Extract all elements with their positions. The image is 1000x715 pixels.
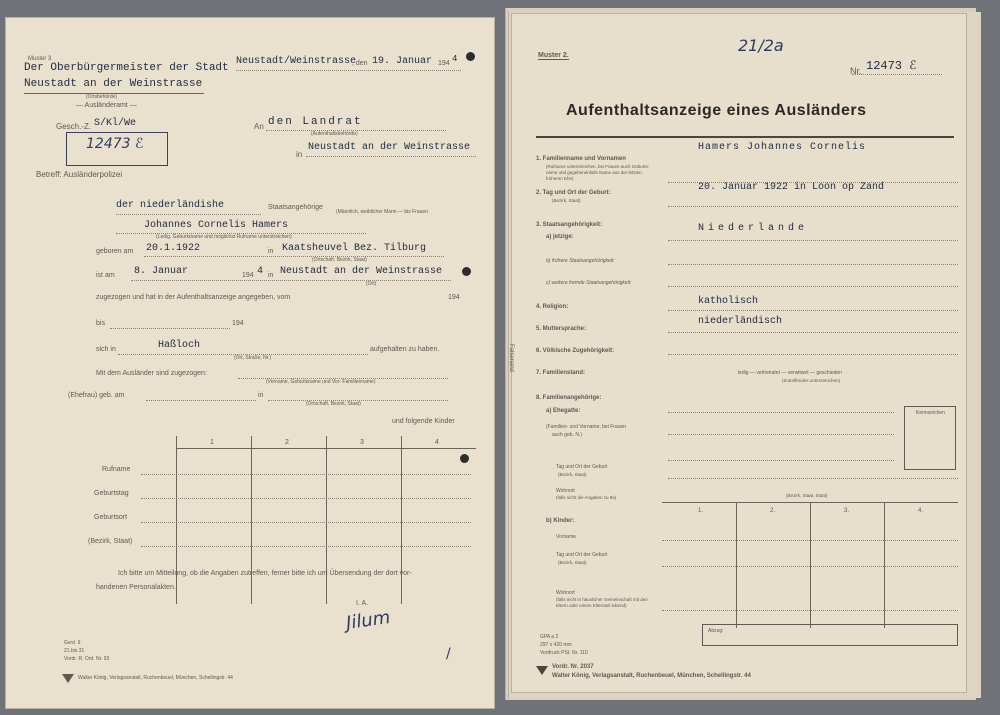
zugezogen-text: zugezogen und hat in der Aufenthaltsanzeige angegeben, vom xyxy=(96,294,291,301)
sich-label: sich in xyxy=(96,346,116,353)
dotted-line xyxy=(662,540,958,541)
dotted-line xyxy=(668,478,958,479)
signature: Jilum xyxy=(344,607,392,634)
dotted-line xyxy=(668,412,894,413)
field-2-label: 2. Tag und Ort der Geburt: xyxy=(536,190,611,196)
row-label-rufname: Rufname xyxy=(102,466,131,473)
dotted-line xyxy=(668,264,958,265)
dotted-line xyxy=(141,546,471,547)
field-4-label: 4. Religion: xyxy=(536,304,569,310)
stay-tail: aufgehalten zu haben. xyxy=(370,346,440,353)
field-1-note-3: früheren Ehe) xyxy=(546,176,574,181)
nationality: der niederländishe xyxy=(116,200,225,211)
year-digit: 4 xyxy=(452,54,458,64)
field-1-label: 1. Familienname und Vornamen xyxy=(536,156,626,162)
field-5-label: 5. Muttersprache: xyxy=(536,326,587,332)
mit-note: (Vorname, Geburtsname und Vor- Familienname) xyxy=(266,379,376,385)
closing-line-2: handenen Personalakten. xyxy=(96,584,176,591)
nationality-label: Staatsangehörige xyxy=(268,204,323,211)
dotted-line xyxy=(141,474,471,475)
child-wohnort-label: Wohnort xyxy=(556,590,575,596)
field-2-value: 20. Januar 1922 in Loon op Zand xyxy=(698,182,885,193)
field-1-value: Hamers Johannes Cornelis xyxy=(698,142,867,153)
den-label: , den xyxy=(352,60,368,67)
field-3b-label: b) frühere Staatsangehörigkeit: xyxy=(546,258,615,264)
field-3a-label: a) jetzige: xyxy=(546,234,574,240)
field-8a-label: a) Ehegatte: xyxy=(546,408,581,414)
gesch-label: Gesch.-Z. xyxy=(56,122,92,131)
kinder-label: und folgende Kinder xyxy=(392,418,455,425)
field-3-label: 3. Staatsangehörigkeit: xyxy=(536,222,603,228)
dotted-line xyxy=(131,280,451,281)
field-7-options: ledig — verheiratet — verwitwet — geschieden xyxy=(738,370,842,376)
number-value: 12473 ℰ xyxy=(866,59,917,73)
field-2-note: (Bezirk, Staat) xyxy=(552,198,581,203)
child-col-2: 2. xyxy=(770,508,776,514)
row-label-geburtstag: Geburtstag xyxy=(94,490,129,497)
dotted-line xyxy=(662,610,958,611)
publisher: Walter König, Verlagsanstalt, Ruchenbeuel, München, Schellingstr. 44 xyxy=(552,673,751,679)
arrival-in-label: in xyxy=(268,272,274,279)
dotted-line xyxy=(141,522,471,523)
name-note: (Ledig, Geburtsname und möglichst Rufname unterstreichen) xyxy=(156,234,292,240)
ehefrau-note: (Ortschaft, Bezirk, Staat) xyxy=(306,401,361,407)
child-birth-label: Tag und Ort der Geburt xyxy=(556,552,608,558)
recipient-place: Neustadt an der Weinstrasse xyxy=(308,142,471,153)
dotted-line xyxy=(306,156,476,157)
field-3-value: Niederlande xyxy=(698,223,809,234)
zugezogen-year: 194 xyxy=(448,294,460,301)
dotted-line xyxy=(668,240,958,241)
number-label: Nr. xyxy=(850,66,862,76)
ehefrau-label: (Ehefrau) geb. am xyxy=(68,392,125,399)
publisher-prefix: Vordr. Nr. 2037 xyxy=(552,664,594,670)
form-number: Muster 2. xyxy=(538,52,569,59)
an-label: An xyxy=(254,122,264,131)
child-birth-note: (Bezirk, Staat) xyxy=(558,560,587,565)
dotted-line xyxy=(110,328,230,329)
dotted-line xyxy=(668,206,958,207)
child-col-3: 3. xyxy=(844,508,850,514)
field-7-label: 7. Familienstand: xyxy=(536,370,586,376)
form-title: Aufenthaltsanzeige eines Ausländers xyxy=(566,102,867,119)
child-vorname-label: Vorname xyxy=(556,534,577,540)
recipient-note: (Aufenthaltsbehörde) xyxy=(311,131,358,137)
field-3c-label: c) weitere fremde Staatsangehörigkeit: xyxy=(546,280,632,286)
dotted-line xyxy=(668,354,958,355)
abzug-box xyxy=(702,624,958,646)
left-document-page xyxy=(6,18,494,708)
year-prefix: 194 xyxy=(438,60,450,67)
dotted-line xyxy=(146,400,256,401)
dotted-line xyxy=(668,332,958,333)
dotted-line xyxy=(236,70,461,71)
dotted-line xyxy=(668,460,894,461)
field-8-wohnort-note: (falls nicht die Angaben zu 9a) xyxy=(556,495,617,500)
pen-mark: / xyxy=(446,646,451,662)
field-1-note-1: (Rufname unterstreichen, bei Frauen auch Geburts- xyxy=(546,164,650,169)
publisher-logo-icon xyxy=(536,666,548,675)
birth-place: Kaatsheuvel Bez. Tilburg xyxy=(282,243,427,254)
abzug-label: Abzug: xyxy=(708,628,724,634)
field-5-value: niederländisch xyxy=(698,316,783,327)
field-8-birth-label: Tag und Ort der Geburt xyxy=(556,464,608,470)
right-document-page xyxy=(508,14,966,692)
ist-label: ist am xyxy=(96,272,115,279)
authority-note: (Ortsbehörde) xyxy=(86,94,118,100)
row-label-geburtsort: Geburtsort xyxy=(94,514,128,521)
dotted-line xyxy=(144,256,444,257)
field-1-note-2: name und gegebenenfalls Name aus der letzten xyxy=(546,170,642,175)
bis-label: bis xyxy=(96,320,105,327)
betreff: Betreff: Ausländerpolizei xyxy=(36,170,123,179)
dotted-line xyxy=(668,310,958,311)
col-header-1: 1 xyxy=(210,439,214,446)
authority-line-2: Neustadt an der Weinstrasse xyxy=(24,78,203,90)
title-rule xyxy=(536,136,954,138)
dotted-line xyxy=(662,566,958,567)
arrival-date: 8. Januar xyxy=(134,266,189,277)
punch-hole xyxy=(466,52,475,61)
dotted-line xyxy=(116,214,261,215)
birth-place-note: (Ortschaft, Bezirk, Staat) xyxy=(312,257,367,263)
field-8-wohnort-label: Wohnort xyxy=(556,488,575,494)
authority-line-1: Der Oberbürgermeister der Stadt xyxy=(24,62,229,74)
arrival-year-digit: 4 xyxy=(257,266,264,277)
publisher: Walter König, Verlagsanstalt, Ruchenbeuel, München, Schellingstr. 44 xyxy=(78,675,233,681)
stay-place: Haßloch xyxy=(158,340,201,351)
footer-line-3: Vordruck PSt. Nr. 110 xyxy=(540,650,588,656)
punch-hole xyxy=(460,454,469,463)
field-8-birth-note: (Bezirk, Staat) xyxy=(558,472,587,477)
child-wohnort-note-2: Eltern oder einem Elternteil lebend) xyxy=(556,603,627,608)
footer-line-1: Gvrd. 9 xyxy=(64,640,81,646)
table-rule xyxy=(251,436,252,604)
mit-label: Mit dem Ausländer sind zugezogen: xyxy=(96,370,207,377)
arrival-place-note: (Ort) xyxy=(366,281,377,287)
bis-year: 194 xyxy=(232,320,244,327)
nationality-note: (Männlich, weiblicher Mann — bis Frauen xyxy=(336,209,428,215)
footer-line-1: GPA a 2 xyxy=(540,634,559,640)
born-in-label: in xyxy=(268,248,274,255)
row-label-bezirk: (Bezirk, Staat) xyxy=(88,538,133,545)
children-label: b) Kinder: xyxy=(546,518,575,524)
form-number: Muster 3 xyxy=(28,56,52,62)
dotted-line xyxy=(852,74,942,75)
field-4-value: katholisch xyxy=(698,296,759,307)
col-header-4: 4 xyxy=(435,439,439,446)
department: — Ausländeramt — xyxy=(76,102,137,109)
footer-line-2: 21.bis 31 xyxy=(64,648,85,654)
dotted-line xyxy=(668,434,894,435)
table-rule xyxy=(326,436,327,604)
letter-date: 19. Januar xyxy=(372,56,433,67)
field-8-label: 8. Familienangehörige: xyxy=(536,395,602,401)
gesch-value: S/Kl/We xyxy=(94,118,137,129)
birth-date: 20.1.1922 xyxy=(146,243,201,254)
handwritten-file-ref: 21/2a xyxy=(738,36,784,55)
child-col-4: 4. xyxy=(918,508,924,514)
dotted-line xyxy=(668,286,958,287)
col-header-2: 2 xyxy=(285,439,289,446)
ehefrau-in: in xyxy=(258,392,264,399)
i-a-label: I. A. xyxy=(356,600,369,607)
table-rule xyxy=(176,436,177,604)
arrival-year-prefix: 194 xyxy=(242,272,254,279)
table-rule xyxy=(401,436,402,604)
col-header-3: 3 xyxy=(360,439,364,446)
closing-line-1: Ich bitte um Mitteilung, ob die Angaben zutreffen, ferner bitte ich um Übersendung der dort vor- xyxy=(118,570,412,577)
kennzeichen-label: Kennzeichen xyxy=(916,410,945,416)
punch-hole xyxy=(462,267,471,276)
person-name: Johannes Cornelis Hamers xyxy=(144,220,289,231)
field-7-note: (Zutreffendes unterstreichen) xyxy=(782,378,840,383)
stay-place-note: (Ort, Straße, Nr.) xyxy=(234,355,272,361)
field-6-label: 6. Völkische Zugehörigkeit: xyxy=(536,348,615,354)
gesch-handwritten: 12473 ℰ xyxy=(86,136,144,152)
recipient: den Landrat xyxy=(268,116,363,128)
born-label: geboren am xyxy=(96,248,134,255)
place: Neustadt/Weinstrasse xyxy=(236,56,357,67)
publisher-logo-icon xyxy=(62,674,74,683)
field-8a-note-2: auch geb. N.) xyxy=(552,432,583,438)
field-8a-note-1: (Familien- und Vorname, bei Frauen xyxy=(546,424,627,430)
footer-line-2: 297 x 420 mm xyxy=(540,642,572,648)
child-wohnort-note-1: (falls nicht in häuslicher Gemeinschaft mit den xyxy=(556,597,648,602)
side-fold-label: Falsenand xyxy=(508,344,514,373)
child-col-1: 1. xyxy=(698,508,704,514)
in-label: in xyxy=(296,150,303,159)
footer-line-3: Vordr. R. Ord. Nr. 93 xyxy=(64,656,110,662)
col-note: (Bezirk, Staat, Staat) xyxy=(786,493,828,498)
dotted-line xyxy=(141,498,471,499)
arrival-place: Neustadt an der Weinstrasse xyxy=(280,266,443,277)
